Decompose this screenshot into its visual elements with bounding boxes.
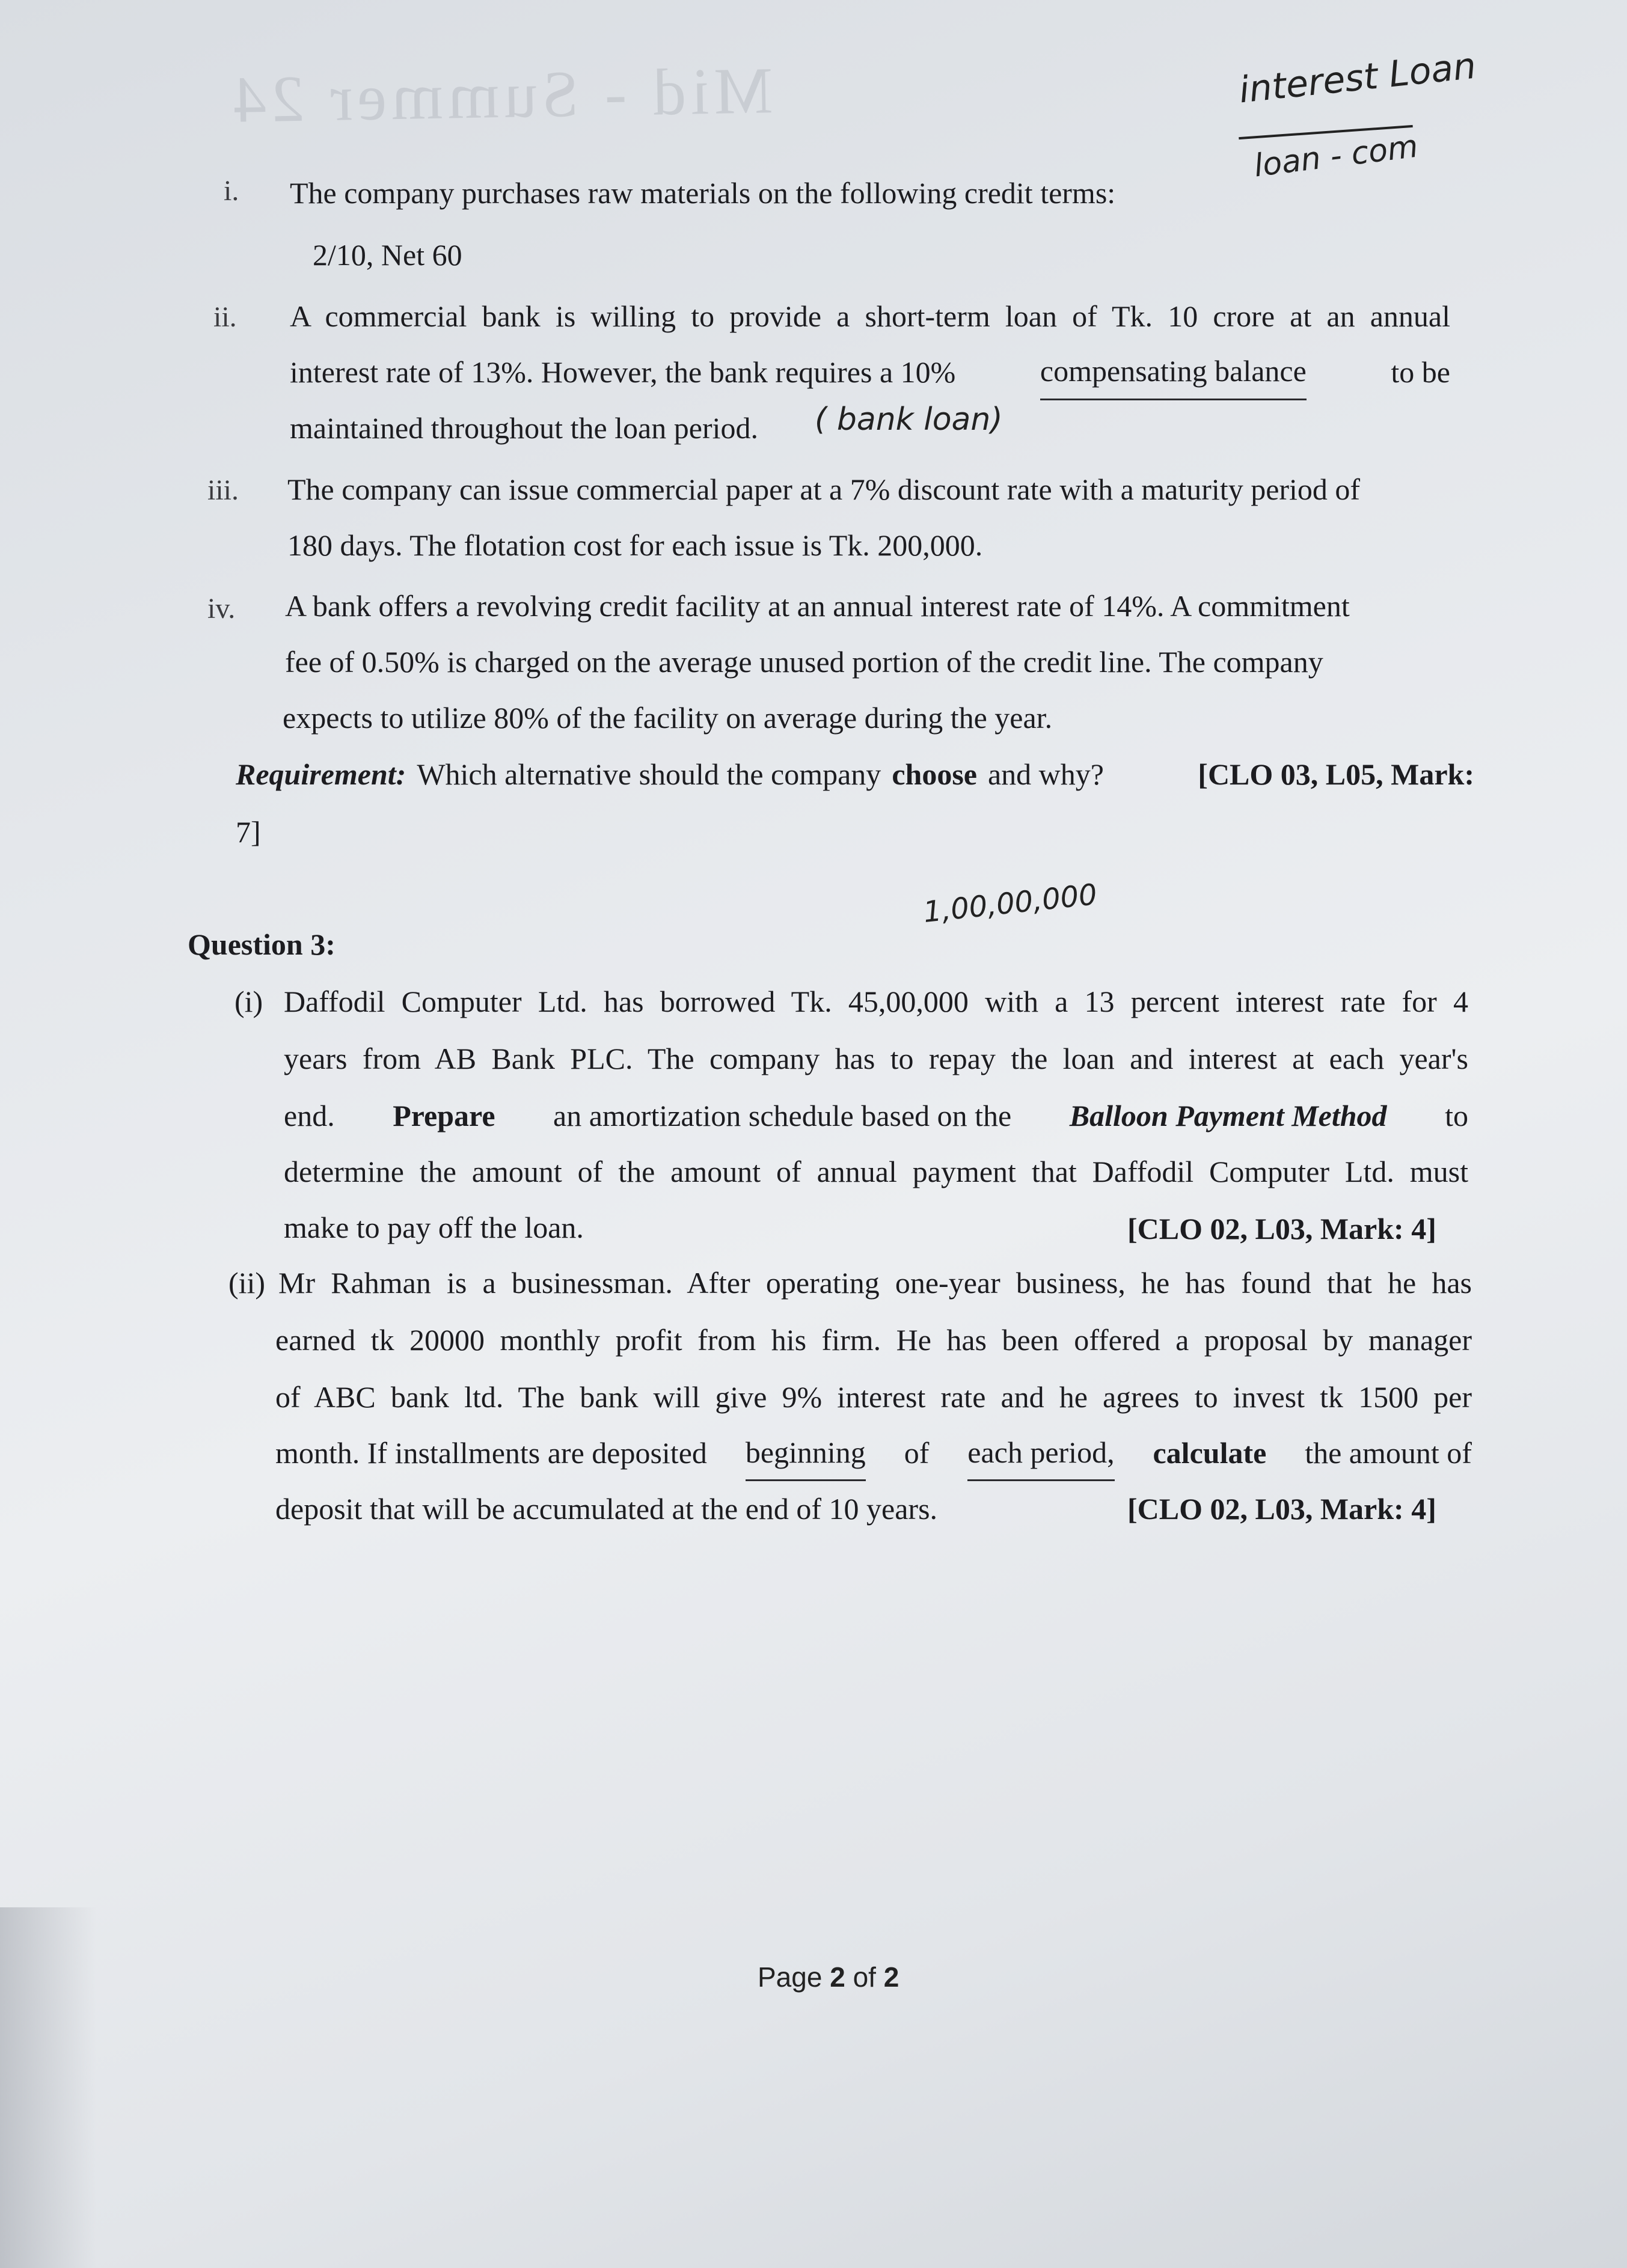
requirement-line: [236, 747, 1474, 802]
page-current: 2: [830, 1961, 845, 1993]
part-number: (i): [234, 985, 263, 1018]
part-text: of: [904, 1436, 930, 1470]
underlined-term: each period,: [967, 1434, 1114, 1481]
option-text: expects to utilize 80% of the facility on average during the year.: [283, 701, 1053, 735]
part-bold: calculate: [1153, 1436, 1267, 1470]
part-text: determine the amount of the amount of annual payment that Daffodil Computer Ltd. must: [284, 1155, 1468, 1188]
option-number: i.: [224, 175, 239, 207]
part-text: the amount of: [1305, 1436, 1472, 1470]
option-text: to be: [1391, 355, 1450, 389]
page-edge-shadow: [0, 1907, 96, 2268]
handwritten-note-loan-com: loan - com: [1252, 128, 1420, 185]
part-mark: [CLO 02, L03, Mark: 4]: [1127, 1212, 1436, 1246]
part-text: years from AB Bank PLC. The company has to repay the loan and interest at each year's: [284, 1042, 1468, 1075]
underlined-term: compensating balance: [1040, 353, 1307, 400]
part-text-line4: [275, 1425, 1472, 1481]
credit-terms: 2/10, Net 60: [313, 238, 462, 272]
requirement-mark-continued: 7]: [236, 815, 261, 849]
page-number: [758, 1961, 899, 1993]
underlined-term: beginning: [746, 1434, 866, 1481]
option-text: interest rate of 13%. However, the bank requires a 10%: [290, 355, 956, 389]
option-text: A commercial bank is willing to provide a short-term loan of Tk. 10 crore at an annual: [290, 299, 1450, 333]
requirement-bold: choose: [892, 757, 977, 791]
part-bold: Prepare: [393, 1099, 495, 1132]
part-text: end.: [284, 1099, 335, 1132]
part-text: an amortization schedule based on the: [553, 1099, 1012, 1132]
part-text: deposit that will be accumulated at the end of 10 years.: [275, 1492, 938, 1526]
requirement-mark: [CLO 03, L05, Mark:: [1198, 757, 1474, 791]
requirement-label: Requirement:: [236, 757, 406, 791]
part-text: Daffodil Computer Ltd. has borrowed Tk. 45,00,000 with a 13 percent interest rate for 4: [284, 985, 1468, 1018]
handwritten-note-interest-loan: interest Loan: [1237, 44, 1478, 112]
option-number: iv.: [207, 593, 236, 625]
handwritten-note-bank-loan: ( bank loan): [815, 402, 1003, 438]
option-text: The company purchases raw materials on the following credit terms:: [290, 176, 1116, 210]
handwritten-number: 1,00,00,000: [921, 877, 1099, 930]
option-text: fee of 0.50% is charged on the average unused portion of the credit line. The company: [285, 645, 1323, 679]
part-text: to: [1445, 1099, 1468, 1132]
question-3-title: Question 3:: [188, 928, 336, 961]
part-text: Mr Rahman is a businessman. After operating one-year business, he has found that he has: [278, 1266, 1472, 1300]
page-prefix: Page: [758, 1961, 830, 1993]
option-text: 180 days. The flotation cost for each issue is Tk. 200,000.: [287, 528, 983, 562]
part-text-line3: [284, 1088, 1468, 1144]
option-number: iii.: [207, 474, 239, 506]
part-text: earned tk 20000 monthly profit from his firm. He has been offered a proposal by manager: [275, 1323, 1472, 1357]
option-text: The company can issue commercial paper at a 7% discount rate with a maturity period of: [287, 472, 1361, 506]
option-text: A bank offers a revolving credit facility at an annual interest rate of 14%. A commitment: [285, 589, 1350, 623]
part-text: of ABC bank ltd. The bank will give 9% interest rate and he agrees to invest tk 1500 per: [275, 1380, 1472, 1414]
page-of: of: [845, 1961, 884, 1993]
part-number: (ii): [228, 1266, 266, 1300]
balloon-method: Balloon Payment Method: [1069, 1099, 1387, 1132]
option-text: maintained throughout the loan period.: [290, 411, 758, 445]
part-text: month. If installments are deposited: [275, 1436, 707, 1470]
faded-header-bleedthrough: Mid - Summer 24: [227, 53, 774, 136]
part-text: make to pay off the loan.: [284, 1211, 584, 1244]
option-text-line2: [290, 344, 1450, 400]
requirement-text: and why?: [987, 757, 1104, 791]
part-mark: [CLO 02, L03, Mark: 4]: [1127, 1492, 1436, 1526]
requirement-text: Which alternative should the company: [417, 757, 881, 791]
page-total: 2: [883, 1961, 899, 1993]
option-number: ii.: [213, 301, 237, 333]
